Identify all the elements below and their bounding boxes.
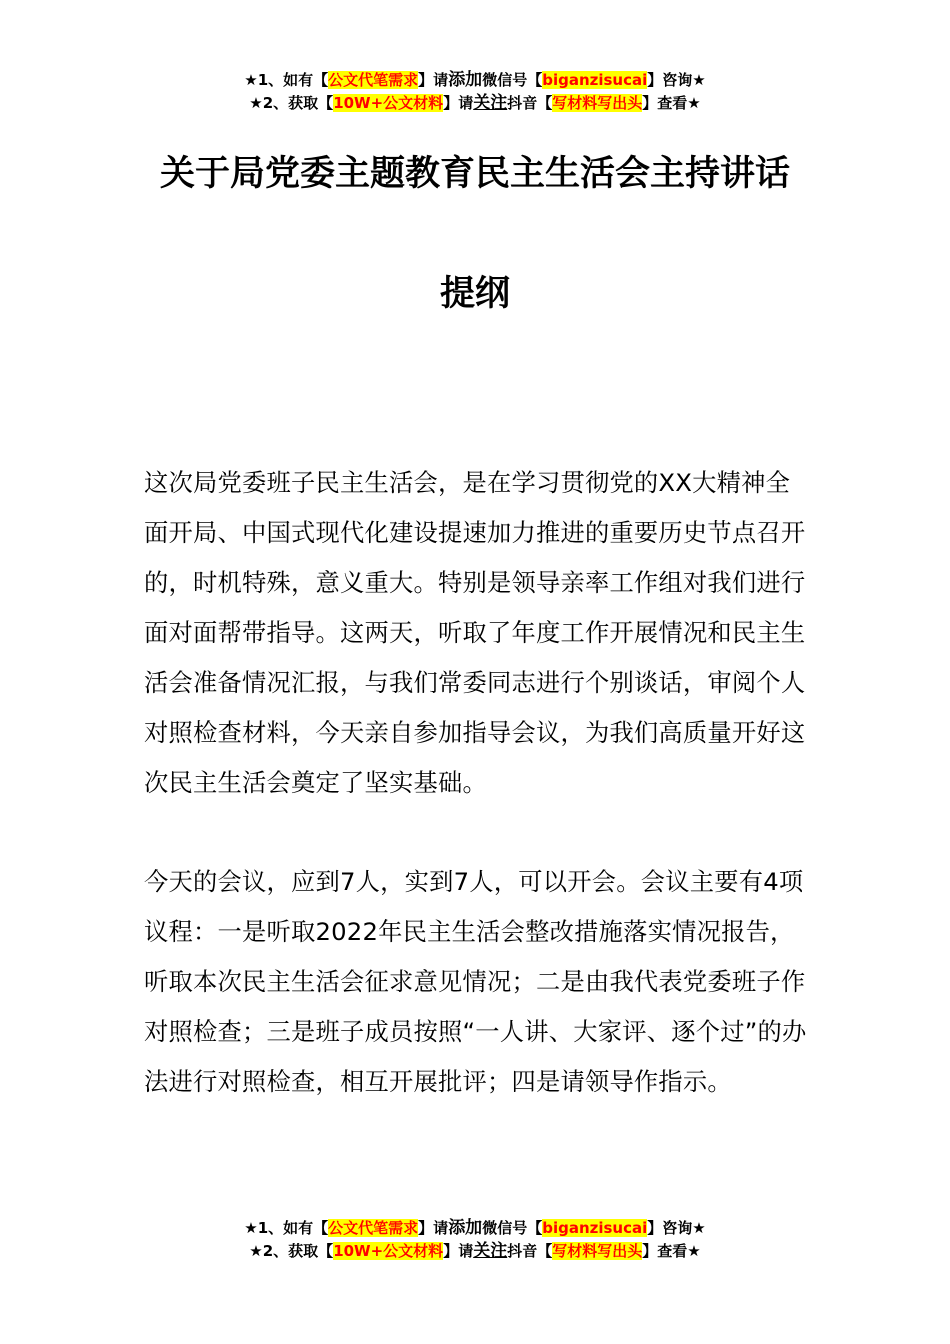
promo-highlight-wechat: biganzisucai — [542, 1219, 648, 1237]
promo-text: 微信号【 — [482, 71, 543, 89]
promo-text: 】请 — [418, 71, 449, 89]
promo-highlight-douyin: 写材料写出头 — [552, 1242, 643, 1260]
document-title-line-2: 提纲 — [439, 274, 510, 314]
promo-highlight-wechat: biganzisucai — [542, 71, 648, 89]
promo-prefix: ★1、如有【 — [244, 71, 329, 89]
promo-text: 抖音【 — [507, 1242, 553, 1260]
body-paragraph-2: 今天的会议，应到7人，实到7人，可以开会。会议主要有4项议程：一是听取2022年民主生活会整改措施落实情况报告，听取本次民主生活会征求意见情况；二是由我代表党委班子作对照检查；三是班子成员按照“一人讲、大家评、逐个过”的办法进行对照检查，相互开展批评；四是请领导作指示。 — [144, 867, 807, 1096]
promo-emphasis: 添加 — [448, 1218, 483, 1238]
promo-prefix: ★2、获取【 — [249, 1242, 334, 1260]
promo-prefix: ★1、如有【 — [244, 1219, 329, 1237]
promo-suffix: 】查看★ — [642, 94, 701, 112]
promo-line-2 — [0, 1240, 950, 1263]
promo-footer — [0, 1217, 950, 1263]
promo-text: 抖音【 — [507, 94, 553, 112]
promo-highlight-service: 公文代笔需求 — [328, 71, 419, 89]
promo-highlight-service: 公文代笔需求 — [328, 1219, 419, 1237]
body-paragraph-1: 这次局党委班子民主生活会，是在学习贯彻党的XX大精神全面开局、中国式现代化建设提速加力推进的重要历史节点召开的，时机特殊，意义重大。特别是领导亲率工作组对我们进行面对面帮带指导。这两天，听取了年度工作开展情况和民主生活会准备情况汇报，与我们常委同志进行个别谈话，审阅个人对照检查材料，今天亲自参加指导会议，为我们高质量开好这次民主生活会奠定了坚实基础。 — [144, 468, 806, 797]
document-title-line-1: 关于局党委主题教育民主生活会主持讲话 — [159, 154, 790, 194]
promo-highlight-douyin: 写材料写出头 — [552, 94, 643, 112]
promo-line-1 — [0, 69, 950, 92]
promo-line-2 — [0, 92, 950, 115]
promo-emphasis: 关注 — [473, 93, 508, 113]
promo-text: 】请 — [443, 1242, 474, 1260]
promo-highlight-materials: 10W+公文材料 — [333, 94, 444, 112]
promo-line-1 — [0, 1217, 950, 1240]
promo-header — [0, 69, 950, 115]
promo-highlight-materials: 10W+公文材料 — [333, 1242, 444, 1260]
promo-prefix: ★2、获取【 — [249, 94, 334, 112]
promo-suffix: 】咨询★ — [647, 71, 706, 89]
promo-emphasis: 添加 — [448, 70, 483, 90]
promo-text: 】请 — [418, 1219, 449, 1237]
promo-text: 】请 — [443, 94, 474, 112]
promo-text: 微信号【 — [482, 1219, 543, 1237]
promo-emphasis: 关注 — [473, 1241, 508, 1261]
promo-suffix: 】查看★ — [642, 1242, 701, 1260]
promo-suffix: 】咨询★ — [647, 1219, 706, 1237]
